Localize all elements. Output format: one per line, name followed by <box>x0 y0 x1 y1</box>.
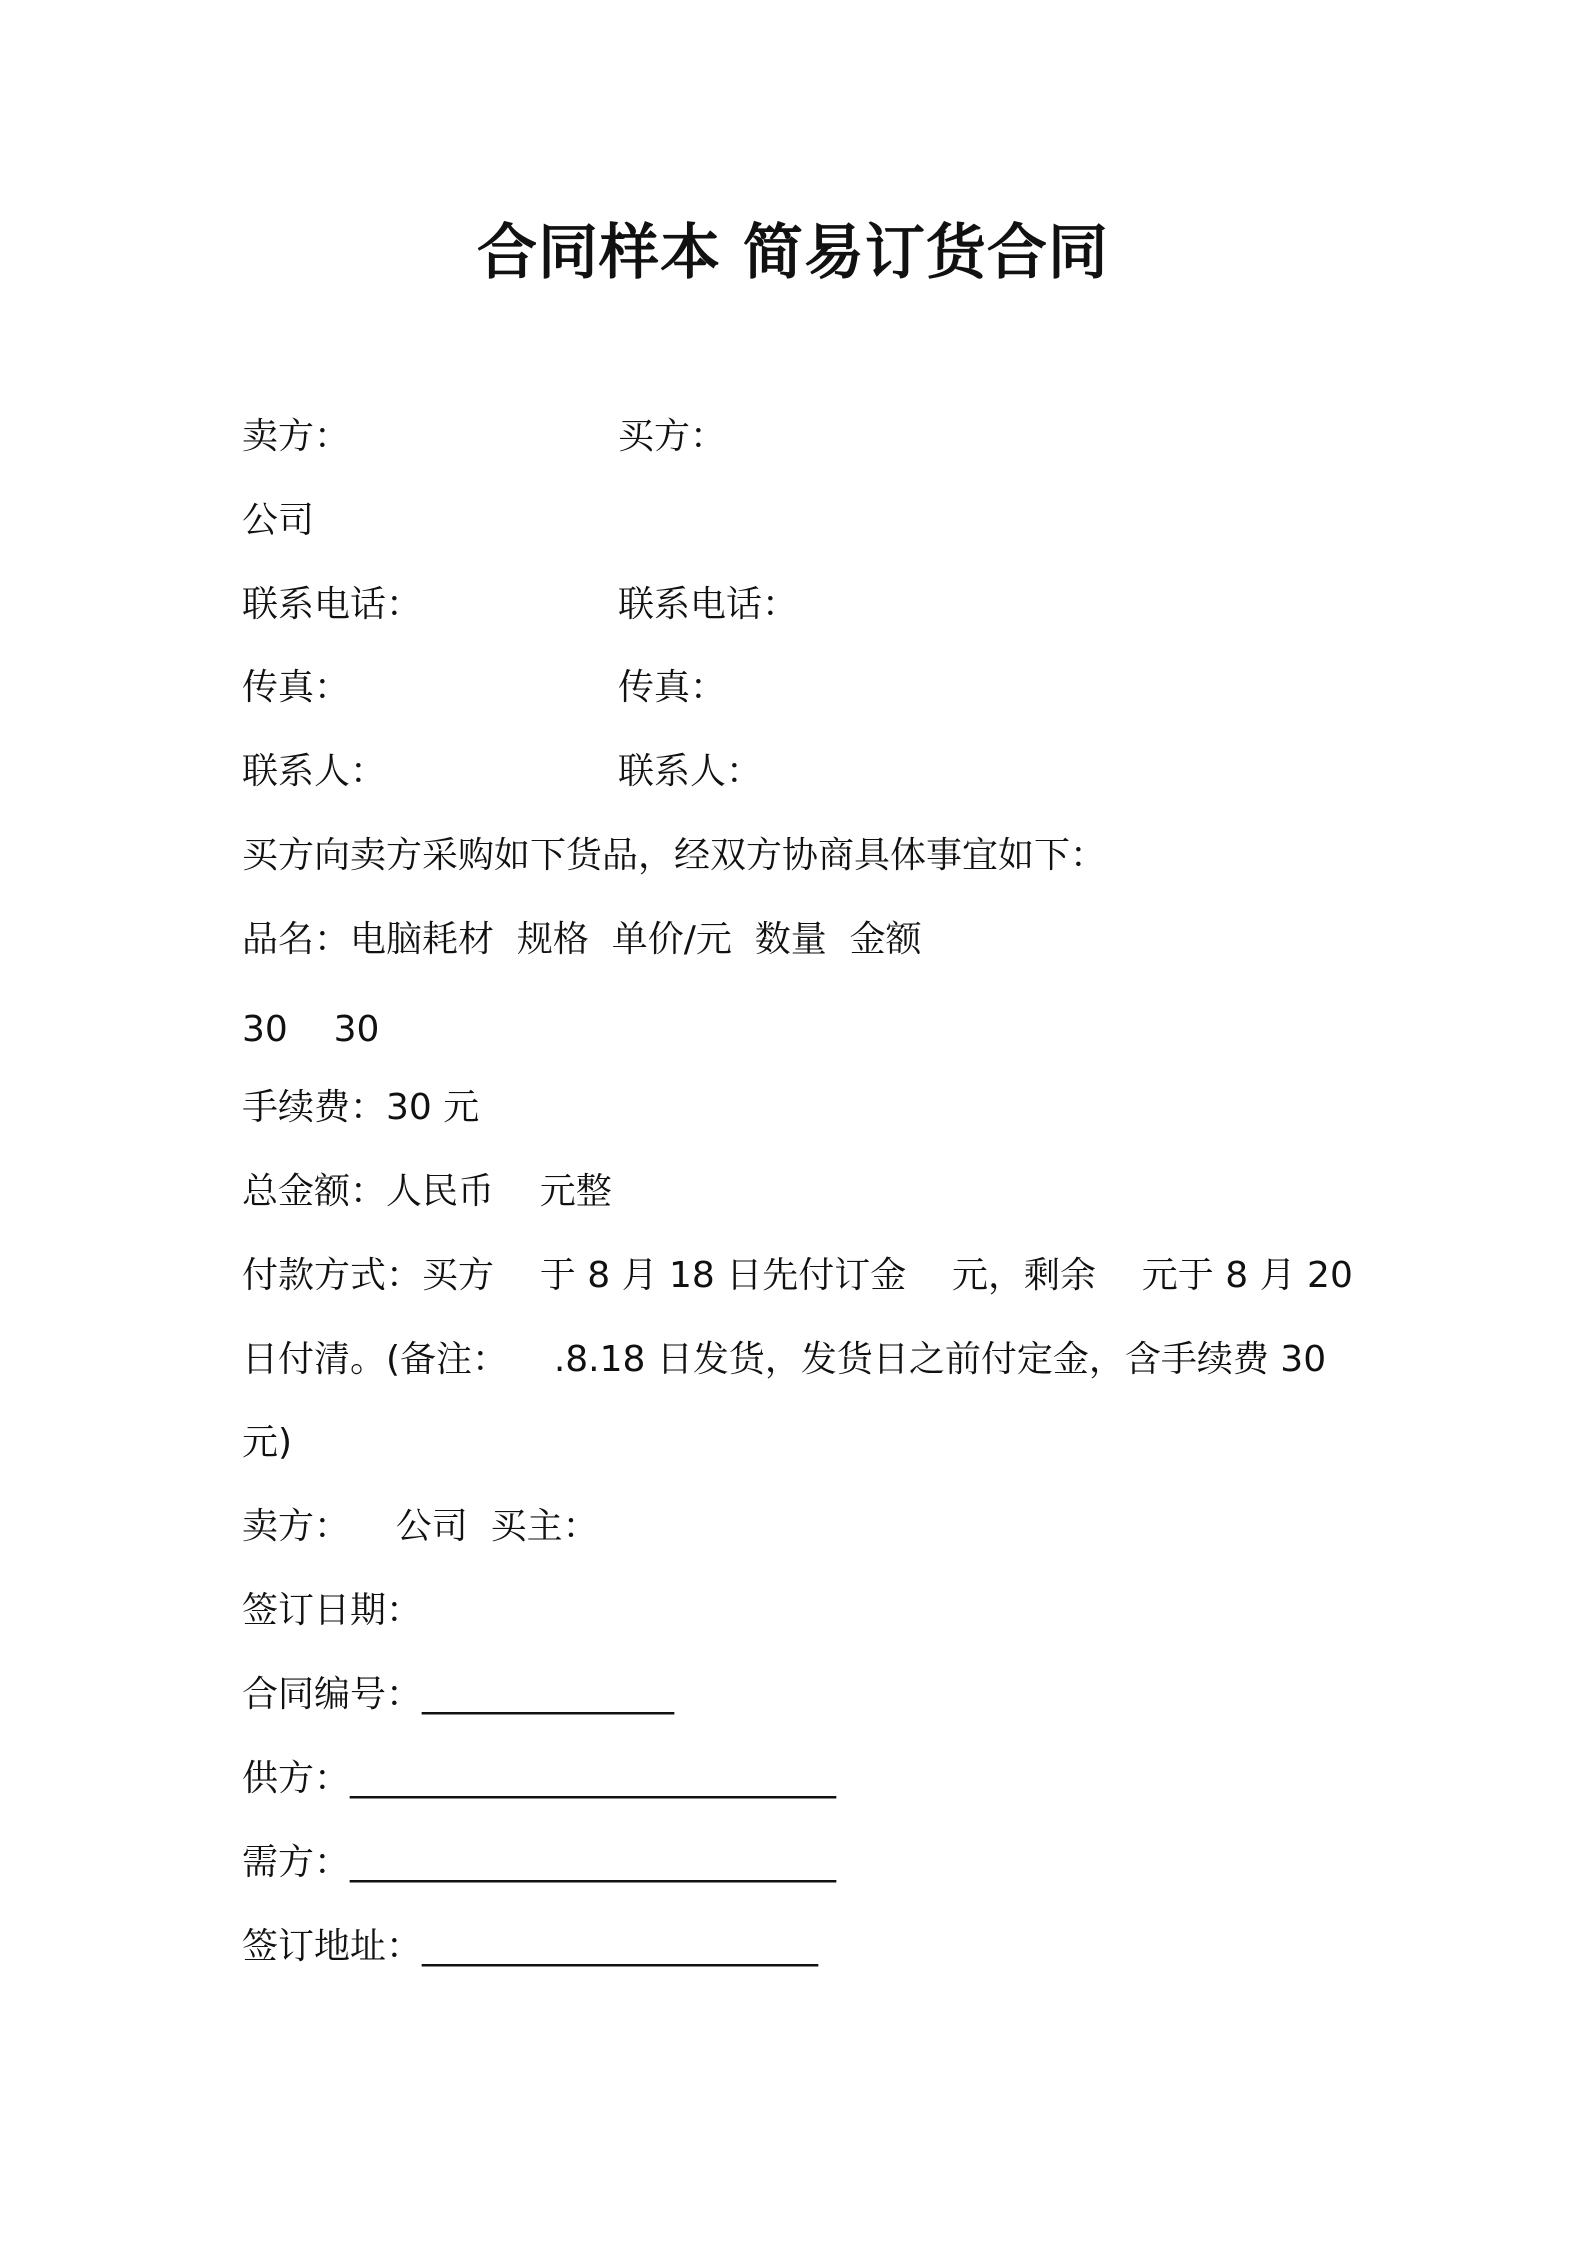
payment-terms-line-2: 日付清。(备注： .8.18 日发货，发货日之前付定金，含手续费 30 <box>242 1339 1327 1380</box>
signature-line: 卖方： 公司 买主： <box>242 1506 599 1547</box>
buyer-contact-label: 联系人： <box>618 751 763 792</box>
buyer-phone-label: 联系电话： <box>618 584 799 625</box>
demander-line: 需方：___________________________ <box>242 1842 837 1883</box>
contract-number: 合同编号：______________ <box>242 1674 675 1715</box>
seller-fax-label: 传真： <box>242 667 351 708</box>
seller-contact-label: 联系人： <box>242 751 387 792</box>
sign-date: 签订日期： <box>242 1590 423 1631</box>
total-amount: 总金额：人民币 元整 <box>242 1171 612 1212</box>
goods-values: 30 30 <box>242 1009 380 1050</box>
company-label: 公司 <box>242 500 315 541</box>
supplier-line: 供方：___________________________ <box>242 1758 837 1799</box>
handling-fee: 手续费：30 元 <box>242 1087 480 1128</box>
intro-paragraph: 买方向卖方采购如下货品，经双方协商具体事宜如下： <box>242 835 1107 876</box>
seller-phone-label: 联系电话： <box>242 584 423 625</box>
payment-terms-line-1: 付款方式：买方 于 8 月 18 日先付订金 元，剩余 元于 8 月 20 <box>242 1255 1353 1296</box>
payment-terms-line-3: 元) <box>242 1422 293 1463</box>
goods-header: 品名：电脑耗材 规格 单价/元 数量 金额 <box>242 919 922 960</box>
document-title: 合同样本 简易订货合同 <box>477 218 1109 288</box>
sign-address: 签订地址：______________________ <box>242 1926 819 1967</box>
seller-label: 卖方： <box>242 416 351 457</box>
buyer-fax-label: 传真： <box>618 667 727 708</box>
buyer-label: 买方： <box>618 416 727 457</box>
